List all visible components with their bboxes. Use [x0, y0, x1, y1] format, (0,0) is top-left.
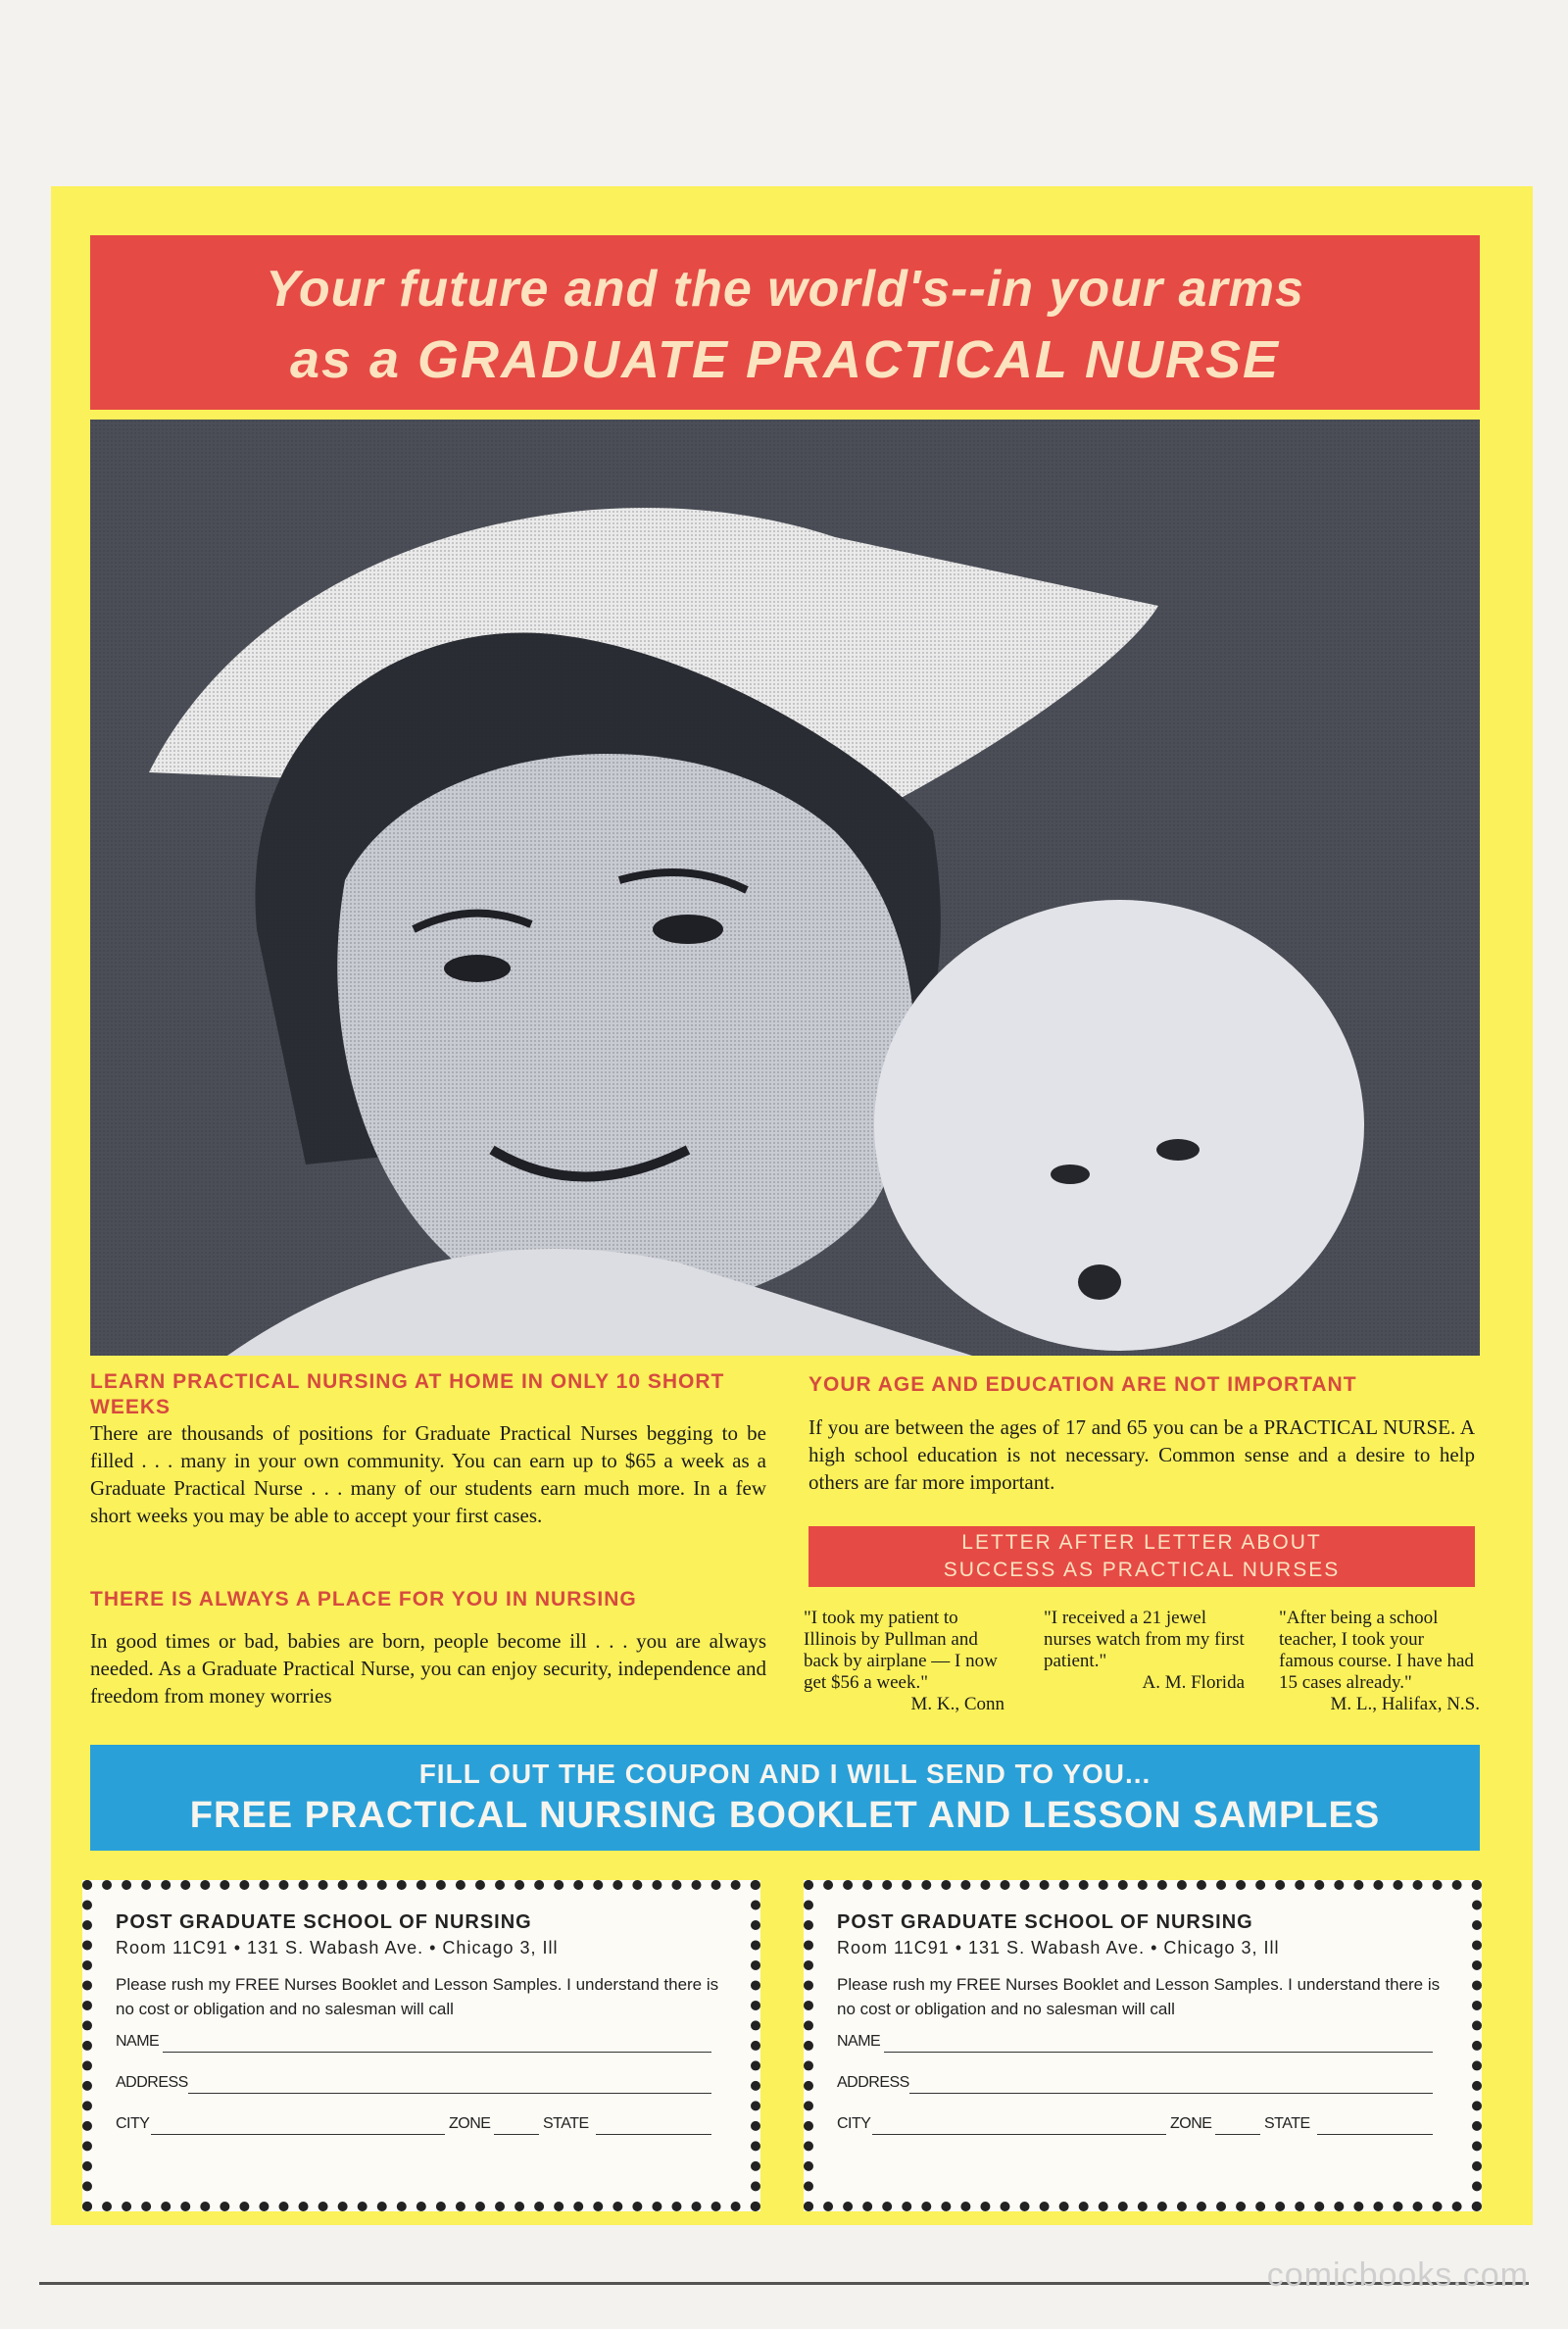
coupon-banner-line-2: FREE PRACTICAL NURSING BOOKLET AND LESSON SAMPLES: [189, 1795, 1381, 1836]
coupon-address: Room 11C91 • 131 S. Wabash Ave. • Chicago 3, Ill: [837, 1938, 1280, 1957]
heading-age-education: YOUR AGE AND EDUCATION ARE NOT IMPORTANT: [808, 1373, 1357, 1396]
headline-line-1: Your future and the world's--in your arms: [266, 261, 1304, 318]
mail-coupon-right[interactable]: [804, 1880, 1482, 2211]
paragraph-good-times: In good times or bad, babies are born, people become ill . . . you are always needed. As a Graduate Practical Nurse, you can enjoy security, independence and freedom from money worries: [90, 1629, 766, 1708]
testimonial-3: [1279, 1608, 1480, 1715]
coupon-message: Please rush my FREE Nurses Booklet and Lesson Samples. I understand there is no cost or obligation and no salesman will call: [116, 1975, 719, 2018]
watermark-text: comicbooks.com: [1266, 2256, 1529, 2294]
coupon-banner-line-1: FILL OUT THE COUPON AND I WILL SEND TO YOU...: [418, 1759, 1152, 1789]
coupon-school-name: POST GRADUATE SCHOOL OF NURSING: [116, 1911, 532, 1933]
mail-coupon-left[interactable]: [82, 1880, 760, 2211]
coupon-address-field[interactable]: [116, 2062, 727, 2104]
coupon-message: Please rush my FREE Nurses Booklet and Lesson Samples. I understand there is no cost or obligation and no salesman will call: [837, 1975, 1441, 2018]
address-label: ADDRESS: [116, 2074, 188, 2091]
testimonial-quote: "I received a 21 jewel nurses watch from my first patient.": [1044, 1608, 1245, 1671]
state-line[interactable]: [596, 2133, 711, 2135]
paragraph-age-education: If you are between the ages of 17 and 65 you can be a PRACTICAL NURSE. A high school education is not necessary. Common sense and a desire to help others are far more important.: [808, 1415, 1475, 1494]
state-label: STATE: [543, 2115, 589, 2132]
nurse-baby-svg: [90, 420, 1480, 1356]
coupon-city-zone-state-field[interactable]: [837, 2104, 1448, 2145]
city-label: CITY: [837, 2115, 871, 2132]
testimonial-1: [804, 1608, 1004, 1715]
name-line[interactable]: [884, 2051, 1433, 2053]
zone-line[interactable]: [1215, 2133, 1260, 2135]
state-line[interactable]: [1317, 2133, 1433, 2135]
coupon-city-zone-state-field[interactable]: [116, 2104, 727, 2145]
headline-line-2: as a GRADUATE PRACTICAL NURSE: [289, 330, 1281, 389]
testimonial-signature: M. L., Halifax, N.S.: [1330, 1694, 1480, 1714]
address-line[interactable]: [188, 2092, 711, 2094]
state-label: STATE: [1264, 2115, 1310, 2132]
testimonial-quote: "I took my patient to Illinois by Pullman and back by airplane — I now get $56 a week.": [804, 1608, 998, 1693]
city-line[interactable]: [151, 2133, 445, 2135]
coupon-school-name: POST GRADUATE SCHOOL OF NURSING: [837, 1911, 1253, 1933]
name-label: NAME: [116, 2033, 160, 2050]
letters-banner-line-2: SUCCESS AS PRACTICAL NURSES: [943, 1559, 1341, 1581]
coupon-offer-banner: [90, 1745, 1480, 1851]
letters-banner-line-1: LETTER AFTER LETTER ABOUT: [961, 1531, 1322, 1554]
zone-label: ZONE: [1170, 2115, 1212, 2132]
coupon-address-field[interactable]: [837, 2062, 1448, 2104]
nurse-with-baby-illustration: [90, 420, 1480, 1356]
paragraph-positions: There are thousands of positions for Graduate Practical Nurses begging to be filled . . . many in your own community. You can earn up to $65 a week as a Graduate Practical Nurse . . . many of our students earn much more. In a few short weeks you may be able to accept your first cases.: [90, 1421, 766, 1527]
coupon-name-field[interactable]: [837, 2021, 1448, 2062]
heading-learn-practical-nursing: LEARN PRACTICAL NURSING AT HOME IN ONLY 10 SHORT WEEKS: [90, 1370, 725, 1418]
zone-label: ZONE: [449, 2115, 491, 2132]
testimonial-signature: A. M. Florida: [1142, 1672, 1245, 1693]
letter-after-letter-banner: [808, 1526, 1475, 1587]
address-line[interactable]: [909, 2092, 1433, 2094]
headline-banner: [90, 235, 1480, 410]
coupon-address: Room 11C91 • 131 S. Wabash Ave. • Chicago 3, Ill: [116, 1938, 559, 1957]
name-line[interactable]: [163, 2051, 711, 2053]
name-label: NAME: [837, 2033, 881, 2050]
coupon-name-field[interactable]: [116, 2021, 727, 2062]
city-line[interactable]: [872, 2133, 1166, 2135]
heading-always-a-place: THERE IS ALWAYS A PLACE FOR YOU IN NURSING: [90, 1588, 637, 1610]
testimonial-2: [1044, 1608, 1245, 1694]
zone-line[interactable]: [494, 2133, 539, 2135]
testimonial-signature: M. K., Conn: [910, 1694, 1004, 1714]
testimonial-quote: "After being a school teacher, I took your famous course. I have had 15 cases already.": [1279, 1608, 1474, 1693]
address-label: ADDRESS: [837, 2074, 909, 2091]
city-label: CITY: [116, 2115, 150, 2132]
